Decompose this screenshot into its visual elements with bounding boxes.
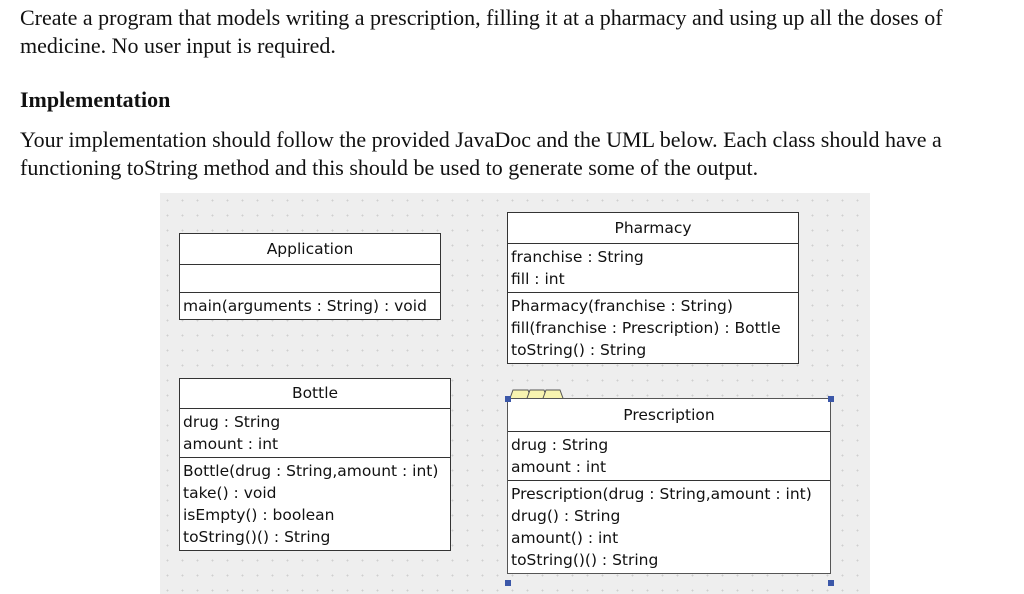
methods-section <box>180 458 450 550</box>
field: franchise : String <box>511 248 644 266</box>
method: Pharmacy(franchise : String) <box>511 297 733 315</box>
field: amount : int <box>511 458 607 476</box>
class-name: Application <box>180 234 440 265</box>
methods-section <box>180 293 440 319</box>
method: Bottle(drug : String,amount : int) <box>183 462 439 480</box>
method: take() : void <box>183 484 277 502</box>
class-name: Bottle <box>180 379 450 409</box>
method: Prescription(drug : String,amount : int) <box>511 485 812 503</box>
method: toString()() : String <box>183 528 331 546</box>
method: toString() : String <box>511 341 647 359</box>
method: toString()() : String <box>511 551 659 569</box>
uml-diagram <box>160 193 870 594</box>
method: fill(franchise : Prescription) : Bottle <box>511 319 781 337</box>
class-application[interactable] <box>179 233 441 320</box>
class-pharmacy[interactable] <box>507 212 799 364</box>
selection-handle[interactable] <box>505 580 511 586</box>
field: drug : String <box>183 413 281 431</box>
implementation-heading: Implementation <box>20 87 171 112</box>
fields-section <box>508 432 830 481</box>
method: isEmpty() : boolean <box>183 506 335 524</box>
method: drug() : String <box>511 507 621 525</box>
class-bottle[interactable] <box>179 378 451 551</box>
fields-section <box>180 265 440 293</box>
implementation-paragraph: Your implementation should follow the provided JavaDoc and the UML below. Each class should have a functioning toString method and this should be used to generate some of the output. <box>20 127 942 180</box>
method: main(arguments : String) : void <box>183 297 427 315</box>
methods-section <box>508 481 830 573</box>
selection-handle[interactable] <box>828 396 834 402</box>
field: drug : String <box>511 436 609 454</box>
selection-handle[interactable] <box>505 396 511 402</box>
field: amount : int <box>183 435 279 453</box>
class-name: Prescription <box>508 399 830 432</box>
intro-paragraph: Create a program that models writing a prescription, filling it at a pharmacy and using up all the doses of medicine. No user input is required. <box>20 5 943 58</box>
methods-section <box>508 293 798 363</box>
selection-handle[interactable] <box>828 580 834 586</box>
class-name: Pharmacy <box>508 213 798 244</box>
field: fill : int <box>511 270 565 288</box>
method: amount() : int <box>511 529 619 547</box>
class-prescription[interactable] <box>507 398 831 574</box>
fields-section <box>508 244 798 293</box>
fields-section <box>180 409 450 458</box>
